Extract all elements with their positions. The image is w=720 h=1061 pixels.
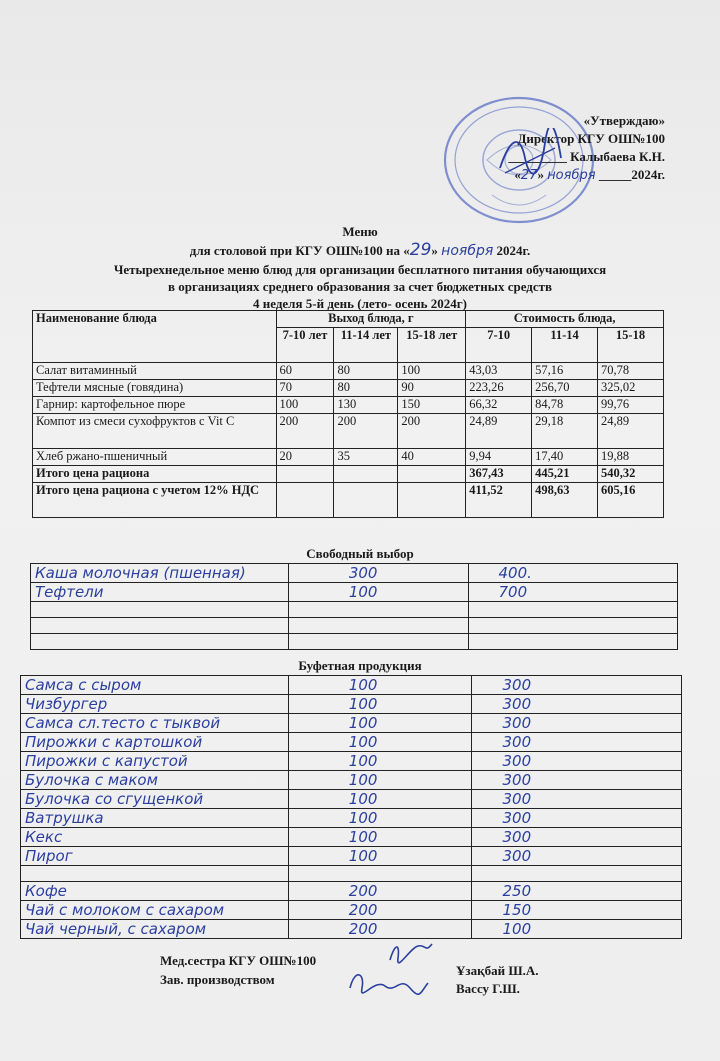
item-name: Тефтели	[31, 583, 289, 602]
yield-value: 60	[276, 363, 334, 380]
table-row	[21, 714, 682, 733]
manager-label: Зав. производством	[160, 972, 275, 987]
item-qty: 100	[288, 676, 472, 695]
dish-name: Компот из смеси сухофруктов с Vit C	[33, 414, 277, 449]
total-vat-value: 411,52	[466, 483, 532, 518]
item-price: 300	[472, 828, 682, 847]
table-row	[33, 414, 664, 449]
table-row	[31, 583, 678, 602]
table-row	[21, 847, 682, 866]
manager-name: Вассу Г.Ш.	[456, 981, 520, 996]
item-name: Булочка с маком	[21, 771, 289, 790]
yield-value: 70	[276, 380, 334, 397]
total-vat-value: 605,16	[598, 483, 664, 518]
yield-value: 200	[398, 414, 466, 449]
table-row	[21, 866, 682, 882]
item-name: Каша молочная (пшенная)	[31, 564, 289, 583]
item-qty: 100	[288, 771, 472, 790]
col-yield: Выход блюда, г	[276, 311, 466, 328]
cost-value: 99,76	[598, 397, 664, 414]
dish-name: Салат витаминный	[33, 363, 277, 380]
approval-date: «27» ноября _____2024г.	[514, 167, 665, 183]
item-name: Самса с сыром	[21, 676, 289, 695]
yield-value: 90	[398, 380, 466, 397]
age-group: 7-10 лет	[276, 328, 334, 363]
item-qty: 100	[288, 583, 468, 602]
table-row	[33, 363, 664, 380]
table-row	[21, 771, 682, 790]
item-qty: 100	[288, 809, 472, 828]
yield-value: 40	[398, 449, 466, 466]
dish-name: Тефтели мясные (говядина)	[33, 380, 277, 397]
menu-subtitle-2: в организациях среднего образования за счет бюджетных средств	[167, 279, 553, 294]
item-qty: 200	[288, 920, 472, 939]
approval-director: Директор КГУ ОШ№100	[517, 131, 665, 146]
free-choice-table	[30, 563, 678, 650]
item-price: 300	[472, 809, 682, 828]
yield-value: 100	[276, 397, 334, 414]
cost-value: 325,02	[598, 380, 664, 397]
cost-group: 15-18	[598, 328, 664, 363]
table-row	[21, 920, 682, 939]
cost-value: 70,78	[598, 363, 664, 380]
handwritten-signatures	[340, 938, 440, 1004]
table-row	[21, 733, 682, 752]
menu-date-line: для столовой при КГУ ОШ№100 на «29» ноября 2024г.	[189, 240, 531, 260]
item-qty: 100	[288, 695, 472, 714]
table-row	[31, 602, 678, 618]
cost-value: 29,18	[532, 414, 598, 449]
item-qty: 100	[288, 733, 472, 752]
item-price: 250	[472, 882, 682, 901]
free-choice-title: Свободный выбор	[306, 546, 414, 561]
approval-date-month: ноября	[547, 168, 596, 183]
age-group: 15-18 лет	[398, 328, 466, 363]
item-name: Ватрушка	[21, 809, 289, 828]
yield-value: 200	[276, 414, 334, 449]
item-price: 300	[472, 676, 682, 695]
total-vat-label: Итого цена рациона с учетом 12% НДС	[33, 483, 277, 518]
item-qty: 100	[288, 714, 472, 733]
table-row	[33, 380, 664, 397]
item-price: 400.	[468, 564, 677, 583]
yield-value: 200	[334, 414, 398, 449]
col-dish-name: Наименование блюда	[33, 311, 277, 363]
cost-group: 11-14	[532, 328, 598, 363]
item-price: 300	[472, 847, 682, 866]
buffet-table	[20, 675, 682, 939]
menu-header-row	[33, 311, 664, 328]
table-row	[31, 618, 678, 634]
item-qty: 300	[288, 564, 468, 583]
item-price: 300	[472, 771, 682, 790]
item-qty: 100	[288, 847, 472, 866]
cost-value: 9,94	[466, 449, 532, 466]
total-label: Итого цена рациона	[33, 466, 277, 483]
item-price: 700	[468, 583, 677, 602]
cost-value: 57,16	[532, 363, 598, 380]
yield-value: 35	[334, 449, 398, 466]
item-name: Самса сл.тесто с тыквой	[21, 714, 289, 733]
nurse-label: Мед.сестра КГУ ОШ№100	[160, 953, 317, 968]
item-price: 300	[472, 733, 682, 752]
director-signature	[495, 128, 565, 183]
item-name: Чай с молоком с сахаром	[21, 901, 289, 920]
item-price: 300	[472, 695, 682, 714]
cost-value: 19,88	[598, 449, 664, 466]
item-name: Кекс	[21, 828, 289, 847]
total-value: 540,32	[598, 466, 664, 483]
yield-value: 150	[398, 397, 466, 414]
cost-value: 24,89	[598, 414, 664, 449]
yield-value: 100	[398, 363, 466, 380]
table-row	[21, 809, 682, 828]
table-row	[21, 695, 682, 714]
table-row	[21, 882, 682, 901]
item-qty: 100	[288, 752, 472, 771]
table-row	[33, 449, 664, 466]
total-vat-value: 498,63	[532, 483, 598, 518]
cost-value: 24,89	[466, 414, 532, 449]
item-name: Чизбургер	[21, 695, 289, 714]
yield-value: 20	[276, 449, 334, 466]
menu-subtitle: Четырехнедельное меню блюд для организации бесплатного питания обучающихся	[113, 262, 607, 277]
item-name: Кофе	[21, 882, 289, 901]
table-row	[33, 397, 664, 414]
item-price: 150	[472, 901, 682, 920]
item-name: Пирожки с картошкой	[21, 733, 289, 752]
table-row	[21, 752, 682, 771]
item-qty: 100	[288, 790, 472, 809]
age-group: 11-14 лет	[334, 328, 398, 363]
table-row	[31, 634, 678, 650]
table-row	[21, 901, 682, 920]
menu-week-day: 4 неделя 5-й день (лето- осень 2024г)	[252, 296, 468, 311]
item-name: Пирожки с капустой	[21, 752, 289, 771]
table-row	[31, 564, 678, 583]
item-price: 300	[472, 790, 682, 809]
cost-value: 256,70	[532, 380, 598, 397]
menu-title: Меню	[342, 224, 378, 239]
item-name: Булочка со сгущенкой	[21, 790, 289, 809]
col-cost: Стоимость блюда,	[466, 311, 664, 328]
dish-name: Хлеб ржано-пшеничный	[33, 449, 277, 466]
total-value: 367,43	[466, 466, 532, 483]
total-row	[33, 466, 664, 483]
cost-value: 17,40	[532, 449, 598, 466]
total-value: 445,21	[532, 466, 598, 483]
item-qty: 200	[288, 882, 472, 901]
cost-value: 223,26	[466, 380, 532, 397]
item-name: Пирог	[21, 847, 289, 866]
item-qty: 100	[288, 828, 472, 847]
cost-value: 66,32	[466, 397, 532, 414]
yield-value: 80	[334, 363, 398, 380]
menu-table	[32, 310, 664, 518]
item-price: 300	[472, 752, 682, 771]
table-row	[21, 790, 682, 809]
item-price: 300	[472, 714, 682, 733]
table-row	[21, 676, 682, 695]
total-vat-row	[33, 483, 664, 518]
buffet-title: Буфетная продукция	[298, 658, 422, 673]
nurse-name: Ұзақбай Ш.А.	[456, 963, 539, 978]
item-price: 100	[472, 920, 682, 939]
approval-director-name: _________ Калыбаева К.Н.	[508, 149, 665, 164]
menu-date-day: 29	[409, 240, 432, 260]
dish-name: Гарнир: картофельное пюре	[33, 397, 277, 414]
item-name: Чай черный, с сахаром	[21, 920, 289, 939]
item-qty: 200	[288, 901, 472, 920]
yield-value: 130	[334, 397, 398, 414]
menu-date-month: ноября	[441, 243, 494, 259]
yield-value: 80	[334, 380, 398, 397]
cost-value: 84,78	[532, 397, 598, 414]
approval-title: «Утверждаю»	[583, 113, 665, 128]
cost-group: 7-10	[466, 328, 532, 363]
table-row	[21, 828, 682, 847]
approval-date-day: 27	[520, 168, 538, 183]
cost-value: 43,03	[466, 363, 532, 380]
